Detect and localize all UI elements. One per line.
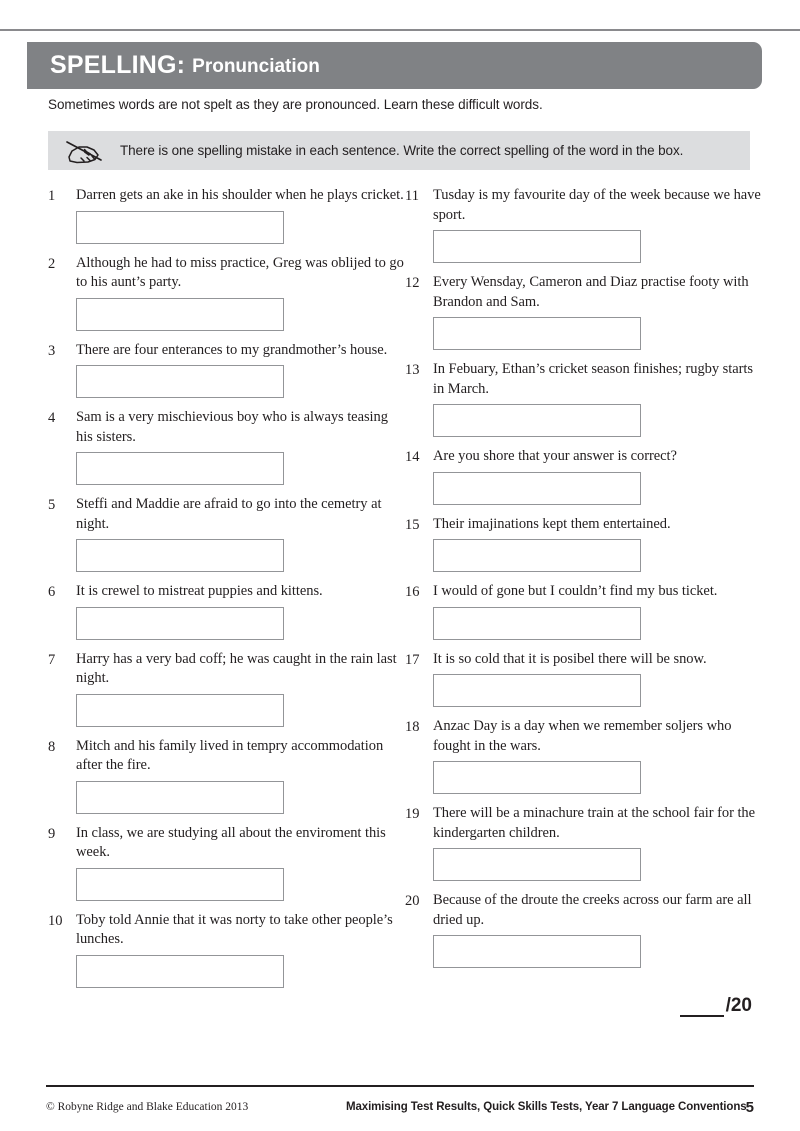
- question-text: Their imajinations kept them entertained.: [433, 515, 671, 532]
- question-body: [433, 515, 762, 573]
- answer-box[interactable]: [76, 365, 284, 398]
- hand-writing-pencil-icon: [62, 136, 110, 166]
- question-item: [48, 582, 405, 640]
- page-header-bar: [27, 42, 762, 89]
- question-body: [76, 495, 405, 572]
- question-body: [76, 737, 405, 814]
- question-body: [433, 186, 762, 263]
- question-number: 19: [405, 806, 420, 822]
- question-text: Are you shore that your answer is correct?: [433, 448, 677, 464]
- question-body: [76, 911, 405, 988]
- footer-rule: [46, 1085, 754, 1087]
- question-number: 4: [48, 410, 56, 426]
- answer-box[interactable]: [433, 935, 641, 968]
- instruction-band: [48, 131, 750, 170]
- page-footer: [46, 1097, 754, 1117]
- question-item: [405, 447, 762, 505]
- question-number: 13: [405, 362, 420, 378]
- answer-box[interactable]: [433, 848, 641, 881]
- question-item: [405, 717, 762, 794]
- footer-book-title: Maximising Test Results, Quick Skills Tests, Year 7 Language Conventions: [346, 1101, 747, 1113]
- question-body: [76, 254, 405, 331]
- score-total-label: /20: [725, 995, 752, 1016]
- question-number: 7: [48, 651, 56, 668]
- answer-box[interactable]: [433, 230, 641, 263]
- question-text: Because of the droute the creeks across our farm are all dried up.: [433, 892, 752, 928]
- question-body: [76, 186, 405, 244]
- instruction-text: There is one spelling mistake in each sentence. Write the correct spelling of the word in the box.: [120, 143, 684, 158]
- question-number: 10: [48, 912, 63, 929]
- question-number: 9: [48, 825, 56, 842]
- question-body: [433, 582, 762, 640]
- question-text: Harry has a very bad coff; he was caught in the rain last night.: [76, 650, 397, 686]
- answer-box[interactable]: [76, 211, 284, 244]
- answer-box[interactable]: [433, 317, 641, 350]
- answer-box[interactable]: [76, 694, 284, 727]
- answer-box[interactable]: [433, 472, 641, 505]
- question-number: 14: [405, 449, 420, 465]
- question-text: I would of gone but I couldn’t find my bus ticket.: [433, 583, 718, 599]
- question-number: 15: [405, 516, 420, 533]
- question-body: [76, 824, 405, 901]
- page-title: SPELLING:: [50, 51, 186, 79]
- question-number: 3: [48, 342, 56, 359]
- question-item: [48, 408, 405, 485]
- question-item: [48, 254, 405, 331]
- answer-box[interactable]: [433, 674, 641, 707]
- question-number: 11: [405, 188, 419, 204]
- question-body: [76, 650, 405, 727]
- question-body: [433, 273, 762, 350]
- questions-column-left: [48, 186, 405, 998]
- question-body: [433, 891, 762, 968]
- question-body: [76, 408, 405, 485]
- question-body: [76, 341, 405, 399]
- question-number: 17: [405, 651, 420, 668]
- answer-box[interactable]: [76, 298, 284, 331]
- question-text: Sam is a very mischievious boy who is always teasing his sisters.: [76, 409, 388, 445]
- score-blank-input[interactable]: [680, 1002, 724, 1017]
- question-number: 1: [48, 188, 56, 204]
- question-text: It is crewel to mistreat puppies and kittens.: [76, 583, 323, 599]
- page-top-rule: [0, 29, 800, 31]
- answer-box[interactable]: [433, 404, 641, 437]
- question-text: Every Wensday, Cameron and Diaz practise footy with Brandon and Sam.: [433, 274, 749, 310]
- answer-box[interactable]: [76, 955, 284, 988]
- question-number: 8: [48, 738, 56, 755]
- question-text: Tusday is my favourite day of the week because we have sport.: [433, 187, 761, 223]
- answer-box[interactable]: [76, 539, 284, 572]
- question-item: [48, 650, 405, 727]
- question-text: Mitch and his family lived in tempry accommodation after the fire.: [76, 737, 384, 773]
- question-text: Toby told Annie that it was norty to take other people’s lunches.: [76, 911, 393, 947]
- answer-box[interactable]: [433, 607, 641, 640]
- intro-text: Sometimes words are not spelt as they are pronounced. Learn these difficult words.: [48, 97, 543, 112]
- footer-copyright: © Robyne Ridge and Blake Education 2013: [46, 1101, 249, 1113]
- questions-container: [48, 186, 762, 998]
- question-item: [48, 341, 405, 399]
- question-body: [433, 360, 762, 437]
- question-number: 5: [48, 497, 56, 513]
- question-text: In class, we are studying all about the enviroment this week.: [76, 824, 386, 860]
- question-body: [433, 650, 762, 708]
- question-item: [48, 186, 405, 244]
- question-item: [48, 824, 405, 901]
- question-item: [405, 650, 762, 708]
- question-item: [405, 804, 762, 881]
- question-item: [405, 186, 762, 263]
- footer-page-number: 5: [745, 1098, 754, 1116]
- question-item: [405, 273, 762, 350]
- question-body: [433, 447, 762, 505]
- question-number: 18: [405, 719, 420, 735]
- answer-box[interactable]: [76, 452, 284, 485]
- question-text: Darren gets an ake in his shoulder when he plays cricket.: [76, 187, 404, 203]
- question-number: 20: [405, 893, 420, 909]
- question-item: [48, 911, 405, 988]
- question-text: Steffi and Maddie are afraid to go into the cemetry at night.: [76, 496, 382, 532]
- answer-box[interactable]: [76, 781, 284, 814]
- question-text: Anzac Day is a day when we remember soljers who fought in the wars.: [433, 718, 732, 754]
- answer-box[interactable]: [433, 539, 641, 572]
- question-item: [405, 515, 762, 573]
- question-text: There will be a minachure train at the school fair for the kindergarten children.: [433, 805, 756, 841]
- question-text: It is so cold that it is posibel there will be snow.: [433, 650, 707, 667]
- question-body: [433, 717, 762, 794]
- question-number: 16: [405, 584, 420, 600]
- question-body: [433, 804, 762, 881]
- question-number: 2: [48, 255, 56, 272]
- question-text: In Febuary, Ethan’s cricket season finishes; rugby starts in March.: [433, 361, 753, 397]
- question-number: 6: [48, 584, 56, 600]
- question-text: Although he had to miss practice, Greg was oblijed to go to his aunt’s party.: [76, 254, 404, 290]
- answer-box[interactable]: [76, 868, 284, 901]
- questions-column-right: [405, 186, 762, 998]
- question-number: 12: [405, 275, 420, 291]
- question-item: [405, 891, 762, 968]
- question-item: [48, 737, 405, 814]
- question-text: There are four enterances to my grandmother’s house.: [76, 341, 388, 358]
- question-item: [405, 582, 762, 640]
- question-body: [76, 582, 405, 640]
- question-item: [48, 495, 405, 572]
- answer-box[interactable]: [76, 607, 284, 640]
- question-item: [405, 360, 762, 437]
- page-subtitle: Pronunciation: [192, 56, 320, 77]
- score-area: [680, 995, 752, 1017]
- answer-box[interactable]: [433, 761, 641, 794]
